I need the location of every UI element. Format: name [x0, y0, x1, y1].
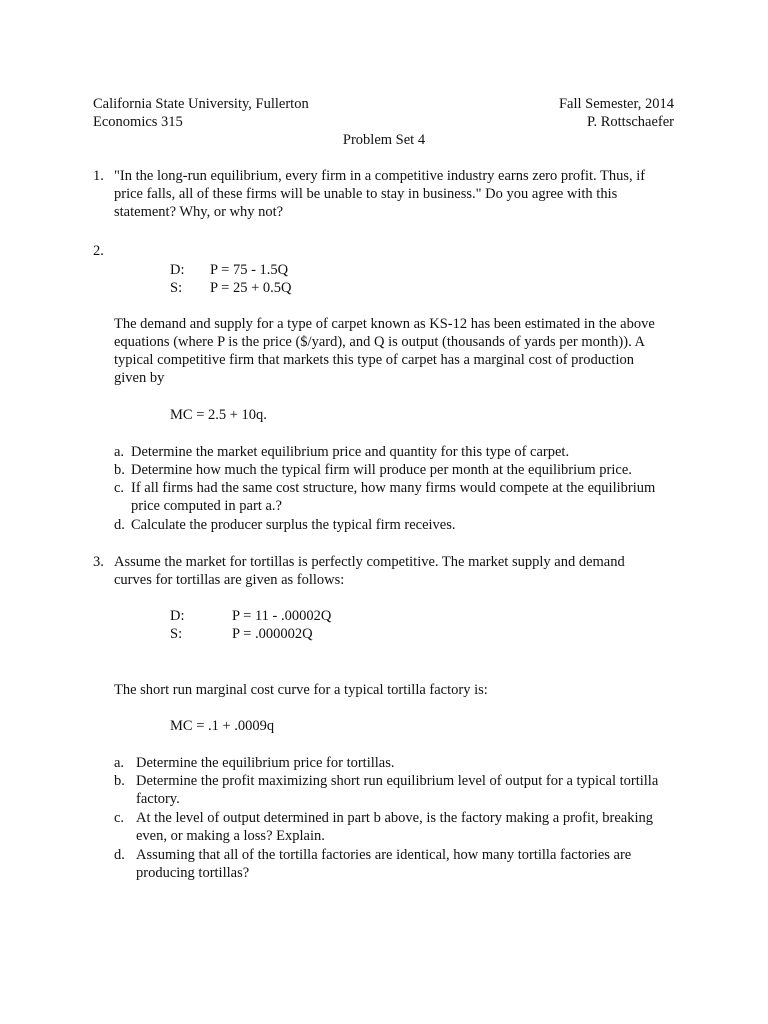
page-title: Problem Set 4	[342, 132, 426, 148]
q2-supply-label: S:	[170, 280, 183, 296]
part-text: Assuming that all of the tortilla factories are identical, how many tortilla factories are	[136, 847, 632, 863]
part-text: At the level of output determined in part b above, is the factory making a profit, breaking	[136, 810, 654, 826]
question-1-line: price falls, all of these firms will be unable to stay in business." Do you agree with this	[114, 186, 618, 202]
question-2-number: 2.	[93, 243, 104, 259]
question-1-line: statement? Why, or why not?	[114, 204, 284, 220]
university-name: California State University, Fullerton	[93, 96, 309, 112]
q3-demand-equation: P = 11 - .00002Q	[232, 608, 332, 624]
part-label: b.	[114, 773, 125, 789]
q3-marginal-cost: MC = .1 + .0009q	[170, 718, 275, 734]
part-text: Determine the equilibrium price for tortillas.	[136, 755, 395, 771]
q3-mc-intro: The short run marginal cost curve for a typical tortilla factory is:	[114, 682, 488, 698]
part-label: a.	[114, 444, 125, 460]
semester: Fall Semester, 2014	[558, 96, 674, 112]
q3-supply-label: S:	[170, 626, 183, 642]
part-label: a.	[114, 755, 125, 771]
part-label: d.	[114, 517, 125, 533]
part-text: even, or making a loss? Explain.	[136, 828, 325, 844]
part-label: b.	[114, 462, 125, 478]
part-text: factory.	[136, 791, 180, 807]
q2-intro	[114, 315, 655, 387]
course-name: Economics 315	[93, 114, 183, 130]
q2-intro-line: given by	[114, 370, 165, 386]
q3-intro	[114, 553, 625, 589]
part-text: Determine the market equilibrium price and quantity for this type of carpet.	[131, 444, 570, 460]
part-text: price computed in part a.?	[131, 498, 282, 514]
q2-demand-label: D:	[170, 262, 185, 278]
q3-intro-line: Assume the market for tortillas is perfectly competitive. The market supply and demand	[114, 554, 625, 570]
q3-demand-label: D:	[170, 608, 185, 624]
q2-intro-line: The demand and supply for a type of carpet known as KS-12 has been estimated in the above	[114, 316, 655, 332]
q3-intro-line: curves for tortillas are given as follows:	[114, 572, 345, 588]
question-1-text	[114, 167, 645, 221]
question-1-number: 1.	[93, 168, 104, 184]
q3-supply-equation: P = .000002Q	[232, 626, 313, 642]
part-text: If all firms had the same cost structure, how many firms would compete at the equilibrium	[131, 480, 656, 496]
part-text: producing tortillas?	[136, 865, 250, 881]
part-text: Calculate the producer surplus the typical firm receives.	[131, 517, 456, 533]
part-text: Determine the profit maximizing short run equilibrium level of output for a typical tortilla	[136, 773, 659, 789]
part-label: d.	[114, 847, 125, 863]
part-text: Determine how much the typical firm will produce per month at the equilibrium price.	[131, 462, 632, 478]
q2-demand-equation: P = 75 - 1.5Q	[210, 262, 289, 278]
part-label: c.	[114, 480, 125, 496]
question-1-line: "In the long-run equilibrium, every firm in a competitive industry earns zero profit. Thus, if	[114, 168, 646, 184]
part-label: c.	[114, 810, 125, 826]
question-3-number: 3.	[93, 554, 104, 570]
q2-supply-equation: P = 25 + 0.5Q	[210, 280, 292, 296]
q2-marginal-cost: MC = 2.5 + 10q.	[170, 407, 267, 423]
instructor: P. Rottschaefer	[587, 114, 674, 130]
q2-intro-line: equations (where P is the price ($/yard), and Q is output (thousands of yards per month)). A	[114, 334, 646, 350]
q2-intro-line: typical competitive firm that markets this type of carpet has a marginal cost of production	[114, 352, 634, 368]
